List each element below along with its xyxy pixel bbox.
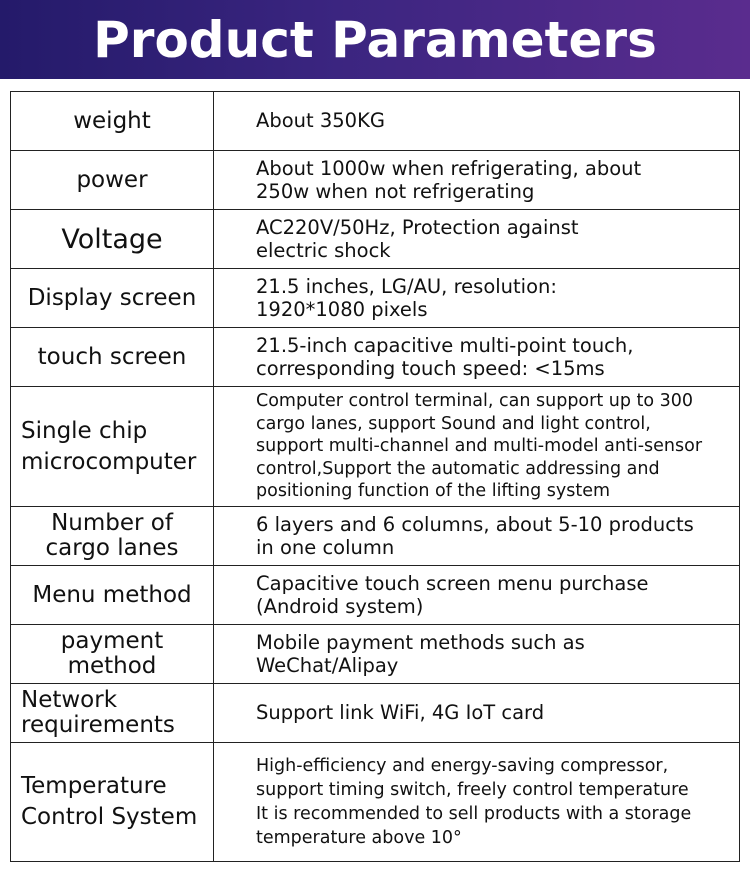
- param-value: Capacitive touch screen menu purchase (Android system): [256, 571, 649, 618]
- table-row: [11, 684, 739, 743]
- table-row: [11, 151, 739, 210]
- param-name: Display screen: [11, 269, 214, 327]
- param-value: 21.5 inches, LG/AU, resolution: 1920*1080 pixels: [256, 274, 557, 321]
- param-name: power: [11, 151, 214, 209]
- param-value: About 1000w when refrigerating, about 250w when not refrigerating: [256, 156, 642, 203]
- param-value: About 350KG: [256, 109, 385, 133]
- param-name: payment method: [11, 625, 214, 683]
- param-name: weight: [11, 92, 214, 150]
- table-row: [11, 566, 739, 625]
- param-name: Single chip microcomputer: [11, 387, 214, 506]
- table-row: [11, 269, 739, 328]
- table-row: [11, 328, 739, 387]
- table-row: [11, 625, 739, 684]
- param-value: Computer control terminal, can support up to 300 cargo lanes, support Sound and light control, support multi-channel and multi-model anti-sensor control,Support the automatic addressing and positioning function of the lifting system: [256, 391, 703, 502]
- parameters-table: [10, 91, 740, 862]
- table-row: [11, 210, 739, 269]
- table-row: [11, 92, 739, 151]
- param-name: Menu method: [11, 566, 214, 624]
- param-name: Number of cargo lanes: [11, 507, 214, 565]
- param-name: touch screen: [11, 328, 214, 386]
- header-banner: [0, 0, 750, 79]
- param-name: Network requirements: [11, 684, 214, 742]
- param-value: Support link WiFi, 4G IoT card: [256, 701, 545, 725]
- table-row: [11, 743, 739, 861]
- page-title: Product Parameters: [93, 10, 657, 69]
- param-value: Mobile payment methods such as WeChat/Alipay: [256, 630, 585, 677]
- table-row: [11, 507, 739, 566]
- param-name: Temperature Control System: [11, 743, 214, 861]
- param-value: High-efficiency and energy-saving compressor, support timing switch, freely control temperature It is recommended to sell products with a storage temperature above 10°: [256, 756, 692, 848]
- param-value: AC220V/50Hz, Protection against electric shock: [256, 215, 579, 262]
- param-value: 21.5-inch capacitive multi-point touch, corresponding touch speed: <15ms: [256, 333, 634, 380]
- table-row: [11, 387, 739, 507]
- param-name: Voltage: [11, 210, 214, 268]
- param-value: 6 layers and 6 columns, about 5-10 products in one column: [256, 512, 694, 559]
